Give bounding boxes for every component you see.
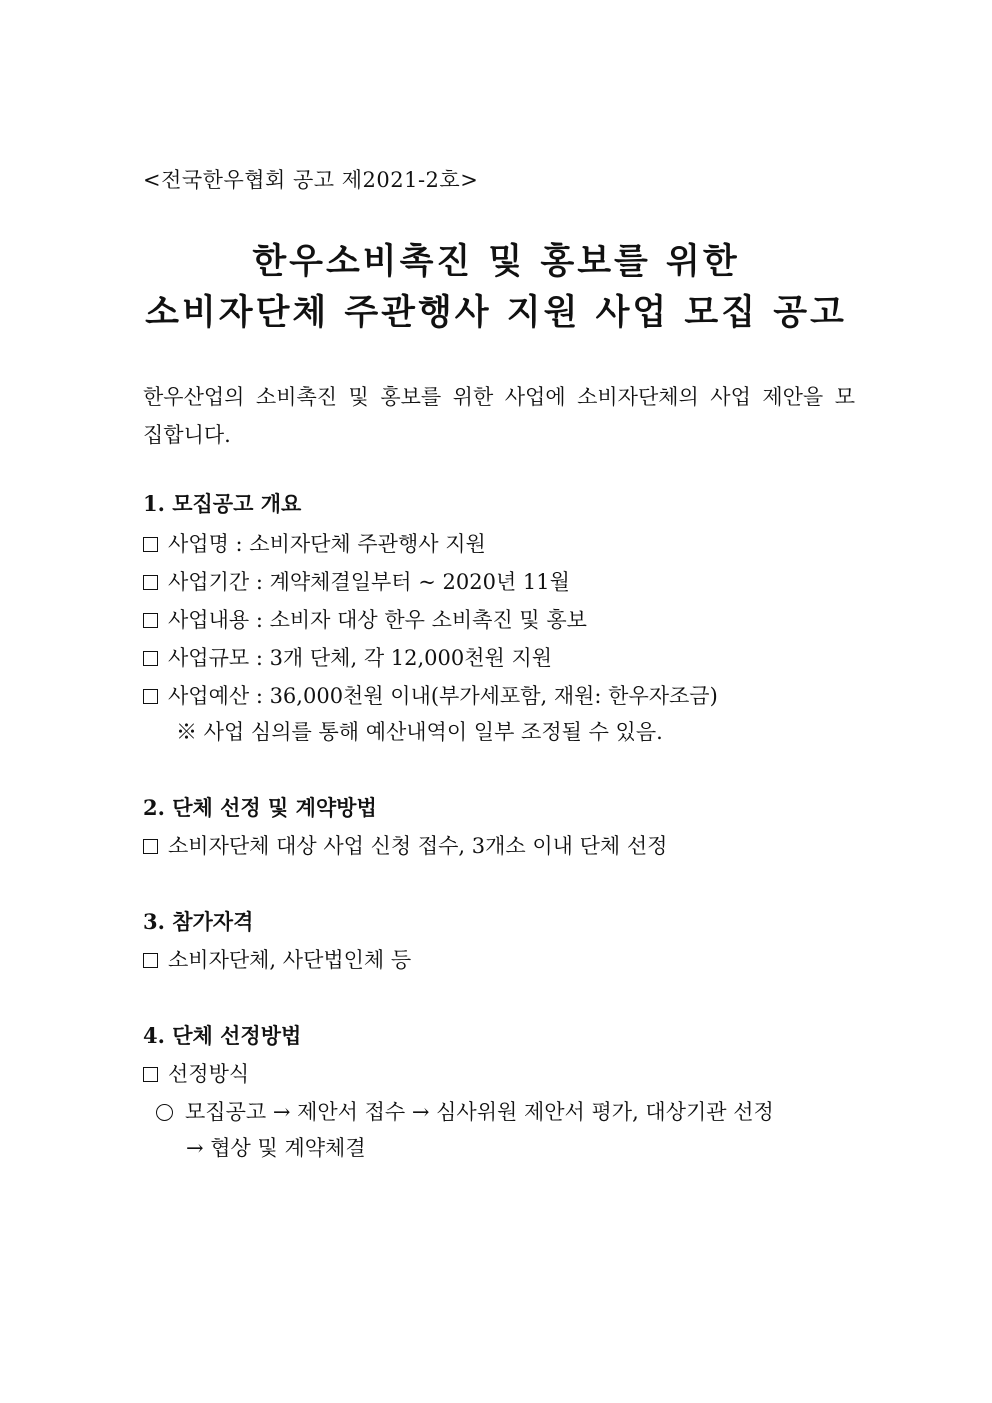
checkbox-square-icon xyxy=(143,953,158,968)
section1-item: 사업규모 : 3개 단체, 각 12,000천원 지원 xyxy=(143,642,552,672)
title-line-1: 한우소비촉진 및 홍보를 위한 xyxy=(252,241,740,282)
section1-heading: 1. 모집공고 개요 xyxy=(143,491,302,516)
checkbox-square-icon xyxy=(143,689,158,704)
section1-item: 사업예산 : 36,000천원 이내(부가세포함, 재원: 한우자조금) xyxy=(143,680,718,710)
intro-paragraph: 한우산업의 소비촉진 및 홍보를 위한 사업에 소비자단체의 사업 제안을 모집합니다. xyxy=(143,385,855,447)
section1-item: 사업내용 : 소비자 대상 한우 소비촉진 및 홍보 xyxy=(143,604,587,634)
section1-note: ※ 사업 심의를 통해 예산내역이 일부 조정될 수 있음. xyxy=(176,720,663,744)
section1-item: 사업명 : 소비자단체 주관행사 지원 xyxy=(143,528,486,558)
section4-heading: 4. 단체 선정방법 xyxy=(143,1023,302,1048)
checkbox-square-icon xyxy=(143,839,158,854)
section2-heading: 2. 단체 선정 및 계약방법 xyxy=(143,795,377,820)
section1-item: 사업기간 : 계약체결일부터 ~ 2020년 11월 xyxy=(143,566,570,596)
checkbox-square-icon xyxy=(143,537,158,552)
notice-number: <전국한우협회 공고 제2021-2호> xyxy=(143,168,479,192)
title-line-2: 소비자단체 주관행사 지원 사업 모집 공고 xyxy=(145,292,847,333)
section4-item: 선정방식 xyxy=(143,1058,249,1088)
checkbox-square-icon xyxy=(143,613,158,628)
section3-heading: 3. 참가자격 xyxy=(143,909,254,934)
checkbox-square-icon xyxy=(143,1067,158,1082)
checkbox-square-icon xyxy=(143,651,158,666)
section4-process: 모집공고 → 제안서 접수 → 심사위원 제안서 평가, 대상기관 선정 xyxy=(156,1096,774,1126)
section2-item: 소비자단체 대상 사업 신청 접수, 3개소 이내 단체 선정 xyxy=(143,830,667,860)
section4-process-continued: → 협상 및 계약체결 xyxy=(186,1136,366,1160)
circle-bullet-icon xyxy=(156,1104,173,1121)
checkbox-square-icon xyxy=(143,575,158,590)
section3-item: 소비자단체, 사단법인체 등 xyxy=(143,944,411,974)
